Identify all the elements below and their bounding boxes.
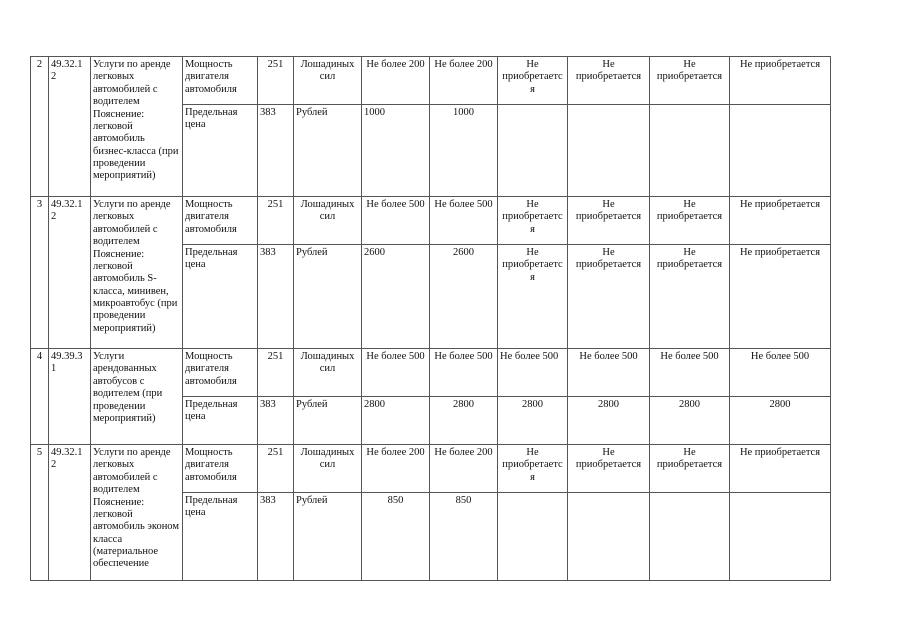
- value-cell: 2800: [568, 397, 650, 445]
- value-cell: Не приобретается: [498, 245, 568, 349]
- value-cell: Не приобретается: [498, 197, 568, 245]
- okei-code: 383: [258, 397, 294, 445]
- characteristic-label: Предельная цена: [183, 245, 258, 349]
- okei-code: 251: [258, 445, 294, 493]
- okei-code: 251: [258, 349, 294, 397]
- unit-name: Рублей: [294, 105, 362, 197]
- value-cell: 1000: [430, 105, 498, 197]
- value-cell: [730, 105, 831, 197]
- characteristic-label: Предельная цена: [183, 493, 258, 581]
- value-cell: 2800: [730, 397, 831, 445]
- value-cell: [568, 493, 650, 581]
- row-number: 5: [31, 445, 49, 581]
- value-cell: 2800: [498, 397, 568, 445]
- value-cell: [498, 105, 568, 197]
- okpd-code: 49.32.1 2: [49, 197, 91, 349]
- unit-name: Рублей: [294, 245, 362, 349]
- value-cell: Не приобретается: [568, 197, 650, 245]
- value-cell: 850: [430, 493, 498, 581]
- value-cell: 2800: [430, 397, 498, 445]
- service-name: Услуги арендованных автобусов с водителем (при проведении мероприятий): [91, 349, 183, 445]
- unit-name: Лошадиных сил: [294, 349, 362, 397]
- unit-name: Лошадиных сил: [294, 57, 362, 105]
- value-cell: Не приобретается: [650, 197, 730, 245]
- characteristic-label: Предельная цена: [183, 105, 258, 197]
- value-cell: [498, 493, 568, 581]
- value-cell: Не приобретается: [650, 245, 730, 349]
- requirements-table: [30, 56, 831, 581]
- value-cell: Не приобретается: [568, 445, 650, 493]
- unit-name: Лошадиных сил: [294, 197, 362, 245]
- okei-code: 383: [258, 245, 294, 349]
- service-name: Услуги по аренде легковых автомобилей с водителем Пояснение: легковой автомобиль S-класса, минивен, микроавтобус (при проведении мероприятий): [91, 197, 183, 349]
- value-cell: [650, 105, 730, 197]
- value-cell: Не более 500: [430, 197, 498, 245]
- value-cell: Не более 500: [362, 349, 430, 397]
- document-page: [30, 56, 830, 581]
- row-number: 3: [31, 197, 49, 349]
- okei-code: 383: [258, 105, 294, 197]
- value-cell: Не приобретается: [568, 245, 650, 349]
- table-row: [31, 57, 831, 105]
- okpd-code: 49.32.1 2: [49, 445, 91, 581]
- table-row: [31, 349, 831, 397]
- table-row: [31, 445, 831, 493]
- okpd-code: 49.32.1 2: [49, 57, 91, 197]
- value-cell: Не приобретается: [730, 197, 831, 245]
- value-cell: Не приобретается: [650, 57, 730, 105]
- value-cell: 2800: [650, 397, 730, 445]
- value-cell: Не более 500: [430, 349, 498, 397]
- value-cell: Не приобретается: [568, 57, 650, 105]
- okei-code: 251: [258, 57, 294, 105]
- unit-name: Рублей: [294, 397, 362, 445]
- service-name: Услуги по аренде легковых автомобилей с водителем Пояснение: легковой автомобиль бизнес-класса (при проведении мероприятий): [91, 57, 183, 197]
- row-number: 2: [31, 57, 49, 197]
- characteristic-label: Мощность двигателя автомобиля: [183, 349, 258, 397]
- value-cell: Не приобретается: [498, 57, 568, 105]
- value-cell: Не более 200: [430, 57, 498, 105]
- unit-name: Рублей: [294, 493, 362, 581]
- okei-code: 383: [258, 493, 294, 581]
- value-cell: Не приобретается: [730, 57, 831, 105]
- okpd-code: 49.39.3 1: [49, 349, 91, 445]
- value-cell: [568, 105, 650, 197]
- value-cell: 850: [362, 493, 430, 581]
- characteristic-label: Мощность двигателя автомобиля: [183, 57, 258, 105]
- characteristic-label: Мощность двигателя автомобиля: [183, 197, 258, 245]
- value-cell: Не более 500: [568, 349, 650, 397]
- value-cell: 2600: [430, 245, 498, 349]
- characteristic-label: Предельная цена: [183, 397, 258, 445]
- value-cell: Не более 500: [362, 197, 430, 245]
- value-cell: 2800: [362, 397, 430, 445]
- service-name: Услуги по аренде легковых автомобилей с водителем Пояснение: легковой автомобиль эконом класса (материальное обеспечение: [91, 445, 183, 581]
- value-cell: [650, 493, 730, 581]
- value-cell: Не более 500: [650, 349, 730, 397]
- value-cell: Не приобретается: [498, 445, 568, 493]
- okei-code: 251: [258, 197, 294, 245]
- characteristic-label: Мощность двигателя автомобиля: [183, 445, 258, 493]
- value-cell: Не приобретается: [730, 445, 831, 493]
- value-cell: Не более 500: [730, 349, 831, 397]
- value-cell: Не приобретается: [730, 245, 831, 349]
- table-row: [31, 197, 831, 245]
- value-cell: Не более 200: [362, 445, 430, 493]
- value-cell: 1000: [362, 105, 430, 197]
- value-cell: [730, 493, 831, 581]
- value-cell: Не более 500: [498, 349, 568, 397]
- value-cell: 2600: [362, 245, 430, 349]
- unit-name: Лошадиных сил: [294, 445, 362, 493]
- value-cell: Не приобретается: [650, 445, 730, 493]
- row-number: 4: [31, 349, 49, 445]
- value-cell: Не более 200: [430, 445, 498, 493]
- value-cell: Не более 200: [362, 57, 430, 105]
